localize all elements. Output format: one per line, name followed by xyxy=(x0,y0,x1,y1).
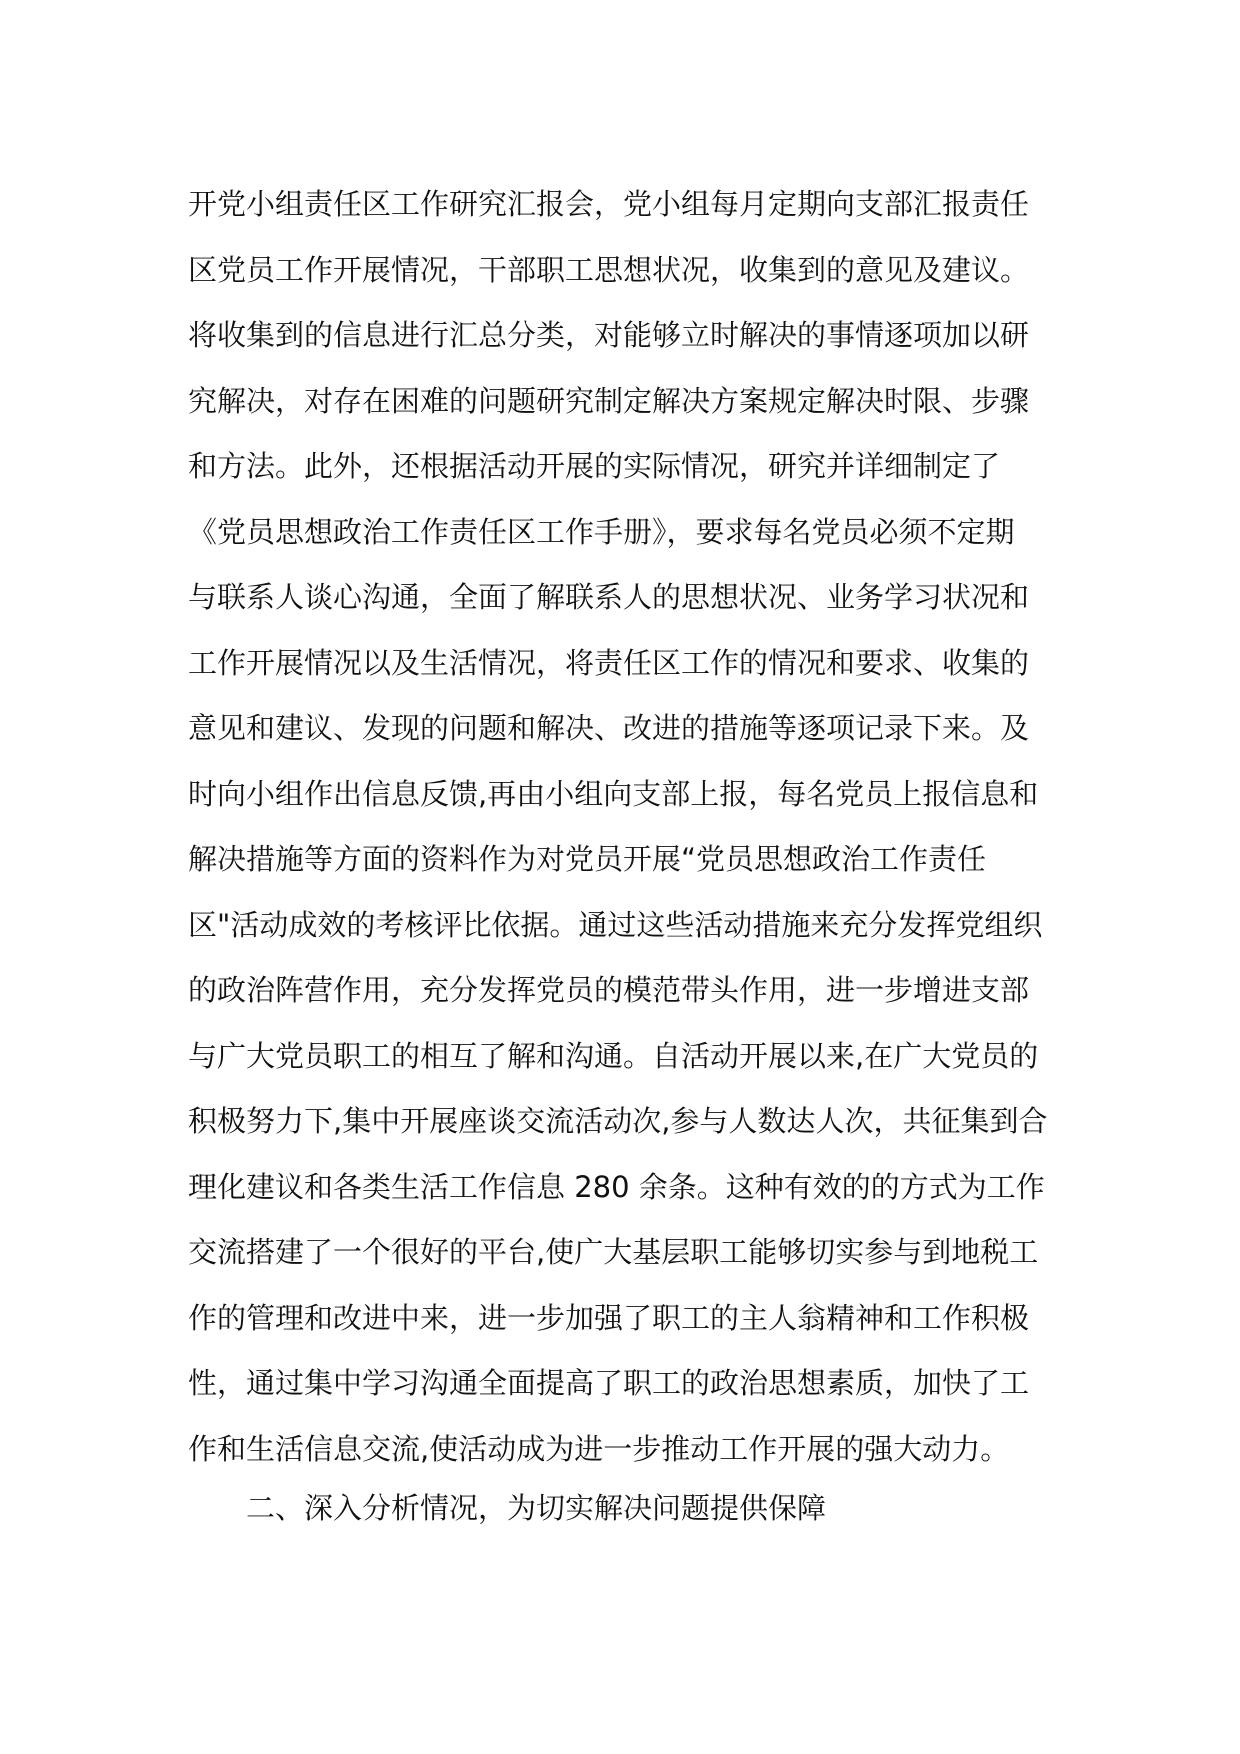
paragraph-line: 和方法。此外，还根据活动开展的实际情况，研究并详细制定了 xyxy=(188,449,1001,483)
paragraph-line: 作的管理和改进中来，进一步加强了职工的主人翁精神和工作积极 xyxy=(188,1300,1030,1335)
paragraph-line: 性，通过集中学习沟通全面提高了职工的政治思想素质，加快了工 xyxy=(188,1366,1030,1400)
paragraph-line: 时向小组作出信息反馈,再由小组向支部上报，每名党员上报信息和 xyxy=(188,776,1039,811)
paragraph-line: 解决措施等方面的资料作为对党员开展“党员思想政治工作责任 xyxy=(188,842,987,876)
paragraph-line: 究解决，对存在困难的问题研究制定解决方案规定解决时限、步骤 xyxy=(188,383,1030,418)
paragraph-line: 区党员工作开展情况，干部职工思想状况，收集到的意见及建议。 xyxy=(188,252,1030,287)
paragraph-line: 积极努力下,集中开展座谈交流活动次,参与人数达人次，共征集到合 xyxy=(188,1104,1048,1138)
body-paragraph xyxy=(188,172,1068,1482)
paragraph-line: 理化建议和各类生活工作信息 280 余条。这种有效的的方式为工作 xyxy=(188,1169,1045,1204)
paragraph-line: 开党小组责任区工作研究汇报会，党小组每月定期向支部汇报责任 xyxy=(188,187,1030,221)
paragraph-line: 区"活动成效的考核评比依据。通过这些活动措施来充分发挥党组织 xyxy=(188,907,1043,942)
paragraph-line: 作和生活信息交流,使活动成为进一步推动工作开展的强大动力。 xyxy=(188,1431,1010,1466)
paragraph-line: 的政治阵营作用，充分发挥党员的模范带头作用，进一步增进支部 xyxy=(188,973,1030,1007)
paragraph-line: 交流搭建了一个很好的平台,使广大基层职工能够切实参与到地税工 xyxy=(188,1235,1039,1269)
paragraph-line: 《党员思想政治工作责任区工作手册》，要求每名党员必须不定期 xyxy=(188,514,1015,549)
paragraph-line: 与联系人谈心沟通，全面了解联系人的思想状况、业务学习状况和 xyxy=(188,580,1030,614)
paragraph-line: 工作开展情况以及生活情况，将责任区工作的情况和要求、收集的 xyxy=(188,645,1030,680)
paragraph-line: 意见和建议、发现的问题和解决、改进的措施等逐项记录下来。及 xyxy=(188,711,1030,745)
paragraph-line: 与广大党员职工的相互了解和沟通。自活动开展以来,在广大党员的 xyxy=(188,1038,1039,1073)
paragraph-line: 将收集到的信息进行汇总分类，对能够立时解决的事情逐项加以研 xyxy=(188,318,1030,352)
section-heading: 二、深入分析情况，为切实解决问题提供保障 xyxy=(246,1491,827,1525)
